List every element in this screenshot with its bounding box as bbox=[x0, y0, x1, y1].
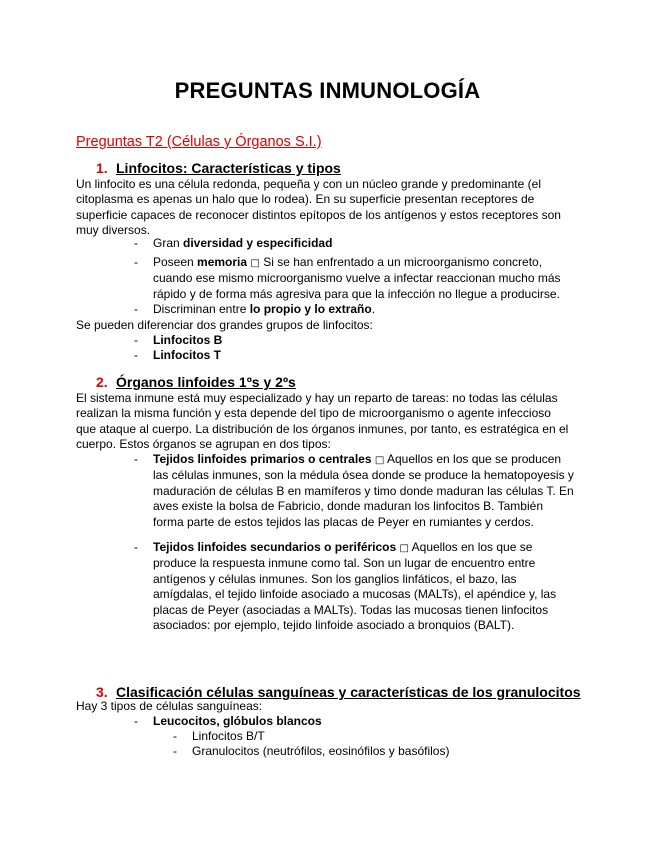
secondary-bold: Tejidos linfoides secundarios o periféricos bbox=[153, 540, 397, 554]
dash: - bbox=[134, 333, 138, 347]
dash: - bbox=[134, 714, 138, 728]
arrow-symbol: □ bbox=[399, 543, 409, 554]
bullet-text: . bbox=[371, 302, 376, 316]
q2-heading bbox=[96, 374, 296, 390]
q3-intro: Hay 3 tipos de células sanguíneas: bbox=[76, 699, 263, 713]
q1-groups-intro: Se pueden diferenciar dos grandes grupos de linfocitos: bbox=[76, 318, 373, 332]
primary-bold: Tejidos linfoides primarios o centrales bbox=[153, 452, 372, 466]
dash: - bbox=[134, 302, 138, 316]
arrow-symbol: □ bbox=[250, 258, 260, 269]
q1-group-1 bbox=[153, 333, 222, 348]
q1-group-2 bbox=[153, 348, 221, 363]
q1-bullet-3 bbox=[153, 302, 573, 317]
dash: - bbox=[134, 255, 138, 269]
q1-heading bbox=[96, 160, 341, 176]
q2-primary bbox=[153, 452, 575, 530]
q1-bullet-1 bbox=[153, 236, 573, 251]
q1-intro: Un linfocito es una célula redonda, pequeña y con un núcleo grande y predominante (el citoplasma es apenas un halo que lo rodea). En su superficie presentan receptores de superficie capaces de reconocer distintos epítopos de los antígenos y estos receptores son muy diversos. bbox=[76, 177, 561, 238]
q2-intro: El sistema inmune está muy especializado y hay un reparto de tareas: no todas las células realizan la misma función y esta depende del tipo de microorganismo o agente infeccioso que ataque al cuerpo. La distribución de los órganos inmunes, por tanto, es estratégica en el cuerpo. Estos órganos se agrupan en dos tipos: bbox=[76, 391, 569, 452]
dash: - bbox=[173, 729, 177, 743]
page-title: PREGUNTAS INMUNOLOGÍA bbox=[174, 78, 481, 103]
dash: - bbox=[173, 744, 177, 758]
q3-heading bbox=[96, 684, 581, 700]
arrow-symbol: □ bbox=[374, 455, 385, 466]
q1-number: 1. bbox=[96, 160, 108, 176]
group-label: Linfocitos B bbox=[153, 333, 223, 347]
bullet-text: Si se han enfrentado a un microorganismo concreto, cuando ese mismo microorganismo vuelve a infectar reaccionan mucho más rápido y de forma más agresiva para que la infección no llegue a producirse. bbox=[153, 255, 561, 301]
bullet-text: Discriminan entre bbox=[153, 302, 250, 316]
q2-number: 2. bbox=[96, 374, 108, 390]
section-heading: Preguntas T2 (Células y Órganos S.I.) bbox=[76, 134, 322, 150]
primary-text: Aquellos en los que se producen las células inmunes, son la médula ósea donde se produce la hematopoyesis y maduración de células B en mamíferos y timo donde maduran las células T. En aves existe la bolsa de Fabricio, donde maduran los linfocitos B. También forma parte de estos tejidos las placas de Peyer en rumiantes y cerdos. bbox=[153, 452, 574, 529]
q3-type-1 bbox=[153, 714, 322, 729]
q1-heading-text: Linfocitos: Características y tipos bbox=[116, 160, 341, 176]
bullet-text: Poseen bbox=[153, 255, 198, 269]
secondary-text: Aquellos en los que se produce la respuesta inmune como tal. Son un lugar de encuentro entre antígenos y células inmunes. Son los ganglios linfáticos, el bazo, las amígdalas, el tejido linfoide asociado a mucosas (MALTs), el apéndice y, las placas de Peyer (asociadas a MALTs). Todas las mucosas tienen linfocitos asociados: por ejemplo, tejido linfoide asociado a bronquios (BALT). bbox=[153, 540, 557, 633]
bullet-bold: memoria bbox=[197, 255, 248, 269]
q3-heading-text: Clasificación células sanguíneas y características de los granulocitos bbox=[116, 684, 581, 700]
q2-secondary bbox=[153, 540, 575, 633]
q1-bullet-2 bbox=[153, 255, 573, 302]
q3-sub-1: Linfocitos B/T bbox=[192, 729, 265, 743]
dash: - bbox=[134, 236, 138, 250]
dash: - bbox=[134, 348, 138, 362]
bullet-text: Gran bbox=[153, 236, 184, 250]
q2-heading-text: Órganos linfoides 1ºs y 2ºs bbox=[116, 374, 296, 390]
bullet-bold: diversidad y especificidad bbox=[183, 236, 333, 250]
dash: - bbox=[134, 540, 138, 554]
type-label: Leucocitos, glóbulos blancos bbox=[153, 714, 322, 728]
group-label: Linfocitos T bbox=[153, 348, 221, 362]
q3-sub-2: Granulocitos (neutrófilos, eosinófilos y basófilos) bbox=[192, 744, 450, 758]
dash: - bbox=[134, 452, 138, 466]
q3-number: 3. bbox=[96, 684, 108, 700]
bullet-bold: lo propio y lo extraño bbox=[249, 302, 372, 316]
